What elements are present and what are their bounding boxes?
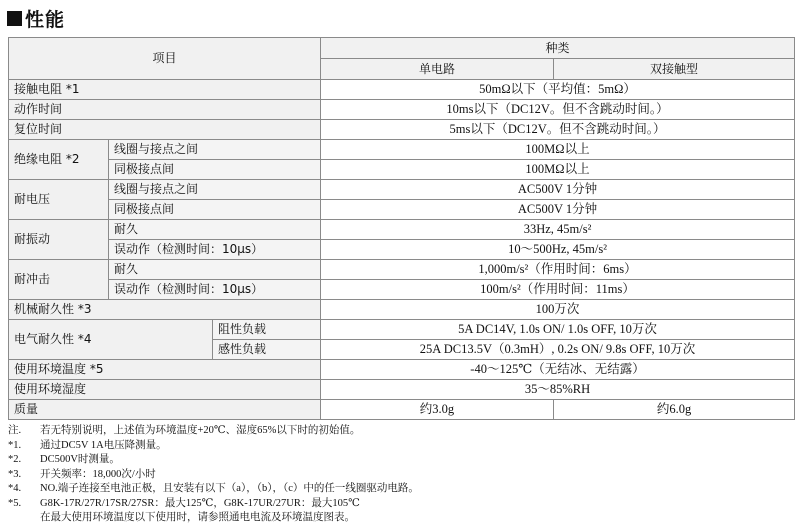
table-row xyxy=(9,38,795,59)
row-sublabel: 耐久 xyxy=(109,260,321,280)
header-item: 项目 xyxy=(9,38,321,80)
footnote-key: *2. xyxy=(8,454,22,465)
row-value: 33Hz, 45m/s² xyxy=(321,220,795,240)
row-label: 使用环境温度 *5 xyxy=(9,360,321,380)
footnote xyxy=(8,468,419,483)
row-value: AC500V 1分钟 xyxy=(321,200,795,220)
section-title-text: 性能 xyxy=(25,8,66,31)
row-value: 35～85%RH xyxy=(321,380,795,400)
row-label: 使用环境湿度 xyxy=(9,380,321,400)
footnote xyxy=(8,424,419,439)
row-value: 100MΩ以上 xyxy=(321,160,795,180)
row-label: 接触电阻 *1 xyxy=(9,80,321,100)
row-value: AC500V 1分钟 xyxy=(321,180,795,200)
table-row xyxy=(9,380,795,400)
row-value: 25A DC13.5V（0.3mH）, 0.2s ON/ 9.8s OFF, 10万次 xyxy=(321,340,795,360)
table-row xyxy=(9,240,795,260)
row-sublabel: 阻性负载 xyxy=(213,320,321,340)
table-row xyxy=(9,320,795,340)
footnote-key: 注. xyxy=(8,425,22,436)
row-sublabel: 耐久 xyxy=(109,220,321,240)
footnote-text: 若无特别说明，上述值为环境温度+20℃、湿度65%以下时的初始值。 xyxy=(40,425,361,436)
footnote-text: G8K-17R/27R/17SR/27SR：最大125℃，G8K-17UR/27UR：最大105℃ xyxy=(40,497,360,509)
table-row xyxy=(9,160,795,180)
row-sublabel: 线圈与接点之间 xyxy=(109,140,321,160)
footnote xyxy=(8,497,419,512)
footnotes xyxy=(8,424,419,526)
row-value: 约6.0g xyxy=(554,400,795,420)
row-value: 100万次 xyxy=(321,300,795,320)
section-title xyxy=(7,6,65,30)
footnote-text: 开关频率：18,000次/小时 xyxy=(40,468,156,480)
row-value: -40～125℃（无结冰、无结露） xyxy=(321,360,795,380)
table-row xyxy=(9,100,795,120)
row-label: 质量 xyxy=(9,400,321,420)
row-value: 100MΩ以上 xyxy=(321,140,795,160)
footnote xyxy=(8,511,419,526)
footnote xyxy=(8,453,419,468)
row-sublabel: 误动作（检测时间：10μs） xyxy=(109,280,321,300)
footnote-text: DC500V时测量。 xyxy=(40,454,120,465)
row-label: 电气耐久性 *4 xyxy=(9,320,213,360)
row-label: 耐冲击 xyxy=(9,260,109,300)
footnote xyxy=(8,439,419,454)
footnote-text: NO.端子连接至电池正极，且安装有以下（a），（b），（c）中的任一线圈驱动电路。 xyxy=(40,483,419,494)
row-label: 绝缘电阻 *2 xyxy=(9,140,109,180)
row-value: 约3.0g xyxy=(321,400,554,420)
table-row xyxy=(9,280,795,300)
footnote-key: *4. xyxy=(8,483,22,494)
table-row xyxy=(9,200,795,220)
table-row xyxy=(9,80,795,100)
row-sublabel: 同极接点间 xyxy=(109,160,321,180)
footnote-key: *5. xyxy=(8,497,22,509)
header-type: 种类 xyxy=(321,38,795,59)
footnote-key: *1. xyxy=(8,439,22,451)
row-value: 1,000m/s²（作用时间：6ms） xyxy=(321,260,795,280)
row-sublabel: 误动作（检测时间：10μs） xyxy=(109,240,321,260)
footnote-key xyxy=(8,511,40,526)
row-sublabel: 线圈与接点之间 xyxy=(109,180,321,200)
table-row xyxy=(9,140,795,160)
table-row xyxy=(9,120,795,140)
table-row xyxy=(9,360,795,380)
header-double-contact: 双接触型 xyxy=(554,59,795,80)
table-row xyxy=(9,400,795,420)
footnote-text: 通过DC5V 1A电压降测量。 xyxy=(40,439,167,451)
row-label: 耐电压 xyxy=(9,180,109,220)
footnote-text: 在最大使用环境温度以下使用时，请参照通电电流及环境温度图表。 xyxy=(40,512,355,523)
row-sublabel: 同极接点间 xyxy=(109,200,321,220)
row-value: 10～500Hz, 45m/s² xyxy=(321,240,795,260)
row-value: 100m/s²（作用时间：11ms） xyxy=(321,280,795,300)
table-row xyxy=(9,180,795,200)
performance-table xyxy=(8,37,795,420)
table-row xyxy=(9,220,795,240)
header-single-circuit: 单电路 xyxy=(321,59,554,80)
row-label: 机械耐久性 *3 xyxy=(9,300,321,320)
row-value: 50mΩ以下（平均值：5mΩ） xyxy=(321,80,795,100)
row-sublabel: 感性负载 xyxy=(213,340,321,360)
row-label: 耐振动 xyxy=(9,220,109,260)
row-label: 复位时间 xyxy=(9,120,321,140)
footnote-key: *3. xyxy=(8,468,22,480)
table-row xyxy=(9,260,795,280)
row-label: 动作时间 xyxy=(9,100,321,120)
footnote xyxy=(8,482,419,497)
table-row xyxy=(9,300,795,320)
row-value: 5A DC14V, 1.0s ON/ 1.0s OFF, 10万次 xyxy=(321,320,795,340)
row-value: 5ms以下（DC12V。但不含跳动时间。） xyxy=(321,120,795,140)
row-value: 10ms以下（DC12V。但不含跳动时间。） xyxy=(321,100,795,120)
black-square-icon xyxy=(7,11,22,26)
